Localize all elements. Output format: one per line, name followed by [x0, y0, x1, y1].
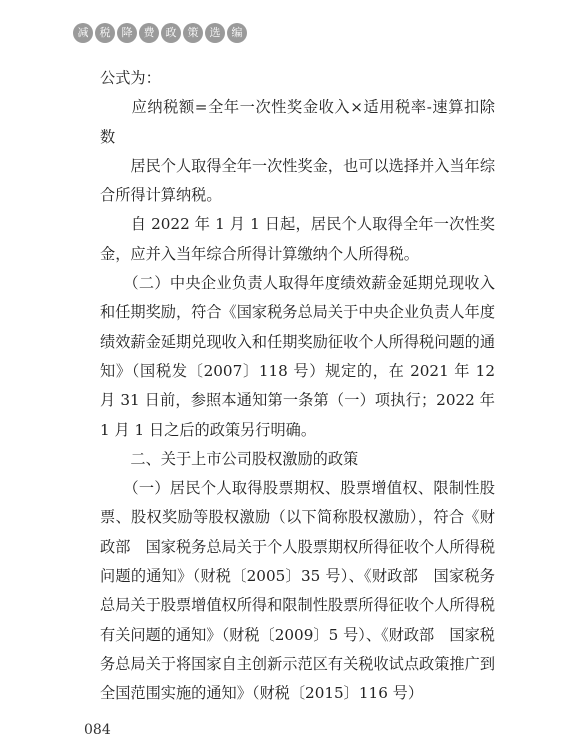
header-char: 编	[227, 23, 247, 43]
paragraph: 公式为：	[100, 69, 161, 87]
page-number: 084	[84, 722, 111, 738]
paragraph: 居民个人取得全年一次性奖金，也可以选择并入当年综合所得计算纳税。	[100, 156, 495, 205]
section-heading: 二、关于上市公司股权激励的政策	[100, 449, 359, 468]
paragraph: （一）居民个人取得股票期权、股票增值权、限制性股票、股权奖励等股权激励（以下简称股权激励），符合《财政部 国家税务总局关于个人股票期权所得征收个人所得税问题的通知》（财税〔2005〕35 号）、《财政部 国家税务总局关于股票增值权所得和限制性股票所得征收个人所得税有关问题的通知》（财税〔2009〕5 号）、《财政部 国家税务总局关于将国家自主创新示范区有关税收试点政策推广到全国范围实施的通知》（财税〔2015〕116 号）	[100, 479, 495, 703]
header-char: 减	[73, 23, 93, 43]
book-series-header	[73, 23, 247, 43]
paragraph: 自 2022 年 1 月 1 日起，居民个人取得全年一次性奖金，应并入当年综合所得计算缴纳个人所得税。	[100, 215, 495, 263]
header-char: 税	[95, 23, 115, 43]
header-char: 费	[139, 23, 159, 43]
paragraph: 应纳税额=全年一次性奖金收入×适用税率-速算扣除数	[100, 98, 495, 146]
header-char: 降	[117, 23, 137, 43]
header-char: 选	[205, 23, 225, 43]
header-char: 策	[183, 23, 203, 43]
page-body	[100, 64, 495, 709]
paragraph: （二）中央企业负责人取得年度绩效薪金延期兑现收入和任期奖励，符合《国家税务总局关于中央企业负责人年度绩效薪金延期兑现收入和任期奖励征收个人所得税问题的通知》（国税发〔2007〕118 号）规定的，在 2021 年 12 月 31 日前，参照本通知第一条第（一）项执行；2022 年 1 月 1 日之后的政策另行明确。	[100, 274, 495, 439]
header-char: 政	[161, 23, 181, 43]
